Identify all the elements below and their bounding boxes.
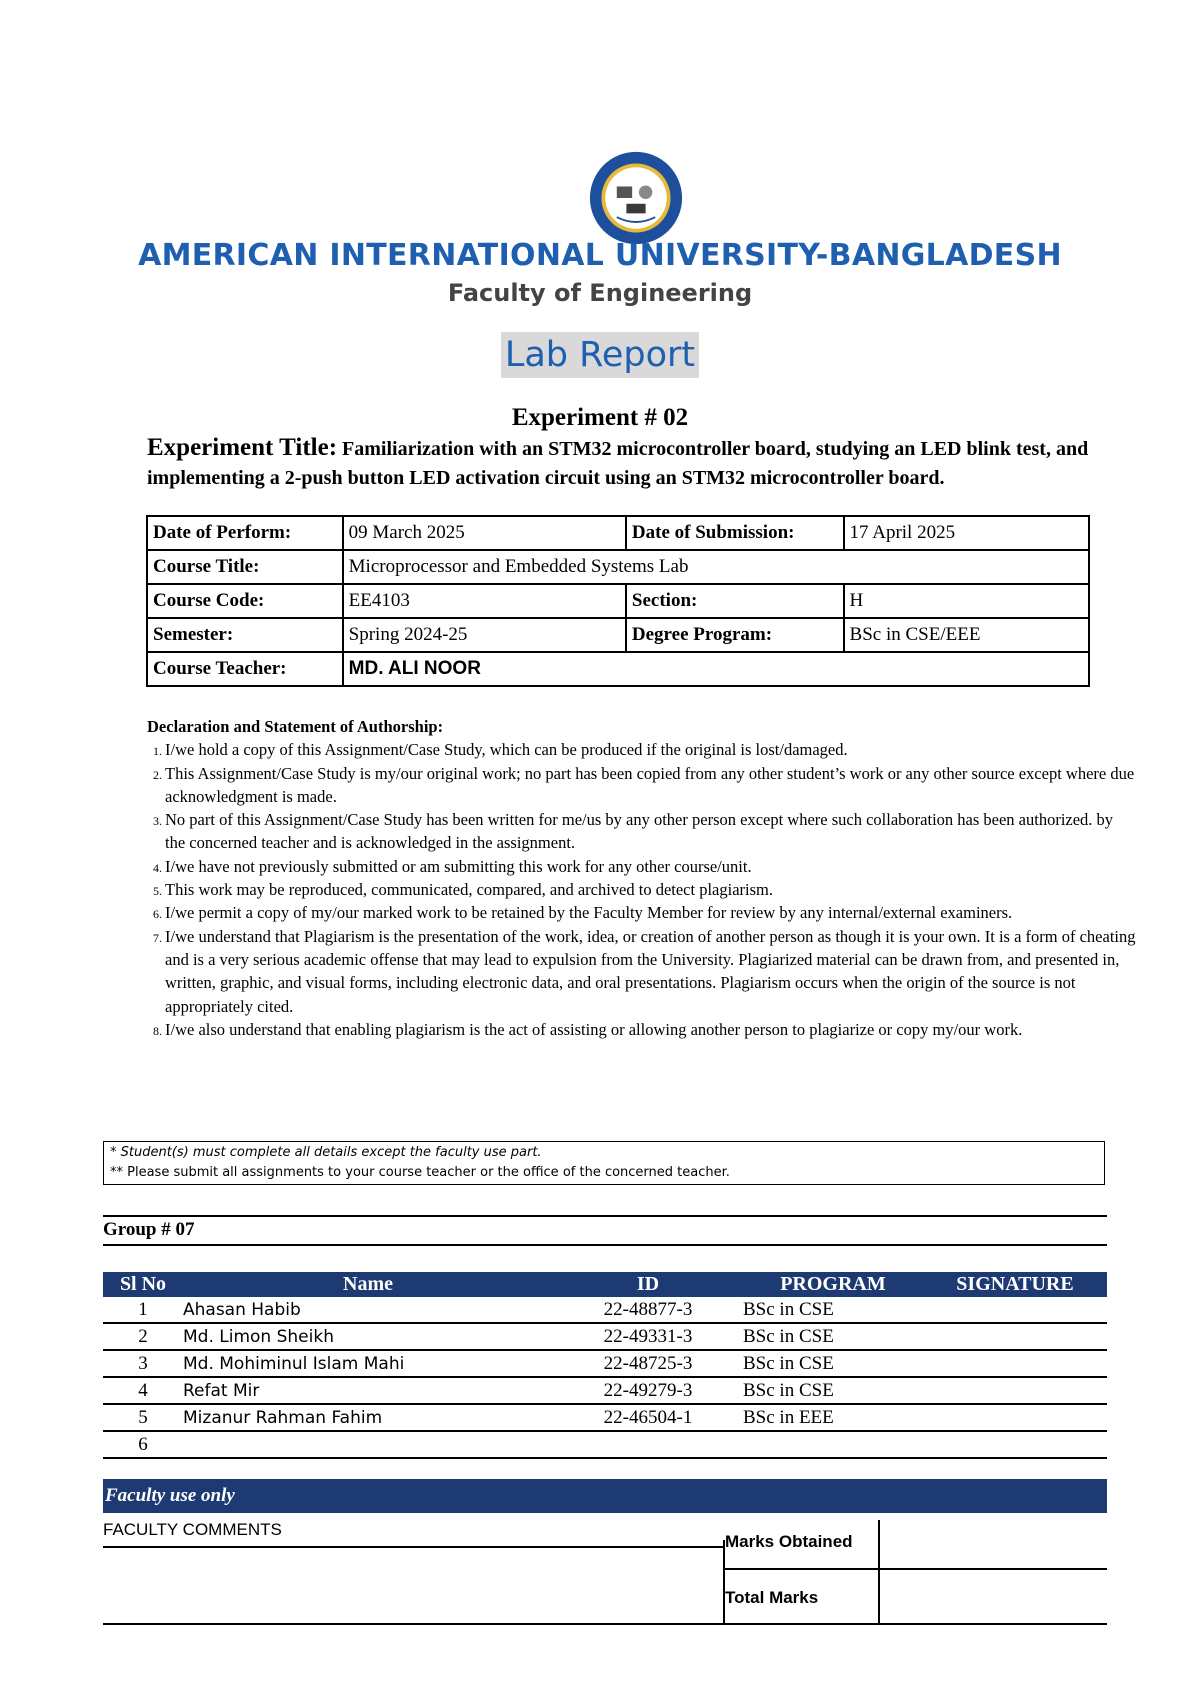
faculty-name: Faculty of Engineering <box>447 279 753 307</box>
date-row <box>147 516 1089 550</box>
member-program: BSc in CSE <box>743 1350 923 1377</box>
member-signature[interactable] <box>923 1431 1107 1458</box>
declaration-heading: Declaration and Statement of Authorship: <box>147 717 444 736</box>
member-program: BSc in CSE <box>743 1377 923 1404</box>
member-signature[interactable] <box>923 1377 1107 1404</box>
date-perform-label: Date of Perform: <box>147 516 343 550</box>
member-program: BSc in CSE <box>743 1297 923 1323</box>
semester-label: Semester: <box>147 618 343 652</box>
group-label: Group # 07 <box>103 1219 195 1240</box>
member-id: 22-48725-3 <box>553 1350 743 1377</box>
member-name: Refat Mir <box>183 1377 553 1404</box>
university-name: AMERICAN INTERNATIONAL UNIVERSITY-BANGLADESH <box>138 238 1062 273</box>
date-submission-value: 17 April 2025 <box>844 516 1089 550</box>
marks-obtained-label: Marks Obtained <box>725 1532 853 1551</box>
member-id: 22-49331-3 <box>553 1323 743 1350</box>
semester-row <box>147 618 1089 652</box>
member-signature[interactable] <box>923 1297 1107 1323</box>
member-name: Md. Mohiminul Islam Mahi <box>183 1350 553 1377</box>
member-id <box>553 1431 743 1458</box>
declaration-section <box>147 715 1137 1041</box>
course-title-row <box>147 550 1089 584</box>
experiment-number: Experiment # 02 <box>511 404 689 431</box>
member-signature[interactable] <box>923 1404 1107 1431</box>
col-program: PROGRAM <box>743 1272 923 1297</box>
university-seal-logo <box>588 150 684 246</box>
divider <box>103 1623 1107 1625</box>
divider <box>723 1568 1107 1570</box>
declaration-item: 2. This Assignment/Case Study is my/our original work; no part has been copied from any other student’s work or any other source except where due acknowledgment is made. <box>165 762 1137 809</box>
group-members-table <box>103 1272 1107 1459</box>
table-row <box>103 1377 1107 1404</box>
section-label: Section: <box>626 584 844 618</box>
member-signature[interactable] <box>923 1323 1107 1350</box>
member-id: 22-46504-1 <box>553 1404 743 1431</box>
section-value: H <box>844 584 1089 618</box>
table-row <box>103 1431 1107 1458</box>
faculty-comments-label: FACULTY COMMENTS <box>103 1520 282 1539</box>
member-program: BSc in EEE <box>743 1404 923 1431</box>
member-name: Md. Limon Sheikh <box>183 1323 553 1350</box>
member-sl: 2 <box>103 1323 183 1350</box>
teacher-value: MD. ALI NOOR <box>343 652 1089 686</box>
course-info-table <box>146 515 1090 687</box>
course-title-value: Microprocessor and Embedded Systems Lab <box>343 550 1089 584</box>
member-sl: 6 <box>103 1431 183 1458</box>
divider <box>103 1215 1107 1217</box>
member-sl: 1 <box>103 1297 183 1323</box>
teacher-label: Course Teacher: <box>147 652 343 686</box>
note-line-2: ** Please submit all assignments to your course teacher or the office of the concerned teacher. <box>110 1165 730 1180</box>
col-name: Name <box>183 1272 553 1297</box>
semester-value: Spring 2024-25 <box>343 618 626 652</box>
degree-value: BSc in CSE/EEE <box>844 618 1089 652</box>
degree-label: Degree Program: <box>626 618 844 652</box>
declaration-item: 1. I/we hold a copy of this Assignment/Case Study, which can be produced if the original is lost/damaged. <box>165 738 1137 761</box>
col-id: ID <box>553 1272 743 1297</box>
member-id: 22-49279-3 <box>553 1377 743 1404</box>
report-type-wrapper <box>0 332 1200 378</box>
member-program <box>743 1431 923 1458</box>
course-code-row <box>147 584 1089 618</box>
declaration-item: 8. I/we also understand that enabling plagiarism is the act of assisting or allowing another person to plagiarize or copy my/our work. <box>165 1018 1137 1041</box>
member-sl: 3 <box>103 1350 183 1377</box>
report-type: Lab Report <box>501 332 699 378</box>
table-row <box>103 1323 1107 1350</box>
date-submission-label: Date of Submission: <box>626 516 844 550</box>
experiment-title-label: Experiment Title: <box>147 434 338 461</box>
table-row <box>103 1350 1107 1377</box>
declaration-item: 7. I/we understand that Plagiarism is the presentation of the work, idea, or creation of another person as though it is your own. It is a form of cheating and is a very serious academic offense that may lead to expulsion from the University. Plagiarized material can be drawn from, and presented in, written, graphic, and visual forms, including electronic data, and oral presentations. Plagiarism occurs when the origin of the source is not appropriately cited. <box>165 925 1137 1018</box>
member-name: Ahasan Habib <box>183 1297 553 1323</box>
experiment-title-text: Familiarization with an STM32 microcontroller board, studying an LED blink test, and implementing a 2-push button LED activation circuit using an STM32 microcontroller board. <box>147 438 1089 489</box>
declaration-item: 5. This work may be reproduced, communicated, compared, and archived to detect plagiarism. <box>165 878 1137 901</box>
declaration-item: 6. I/we permit a copy of my/our marked work to be retained by the Faculty Member for review by any internal/external examiners. <box>165 901 1137 924</box>
col-sl: Sl No <box>103 1272 183 1297</box>
member-signature[interactable] <box>923 1350 1107 1377</box>
member-id: 22-48877-3 <box>553 1297 743 1323</box>
total-marks-label: Total Marks <box>725 1588 819 1607</box>
teacher-row <box>147 652 1089 686</box>
comments-underline <box>103 1546 723 1548</box>
divider <box>878 1520 880 1624</box>
member-sl: 5 <box>103 1404 183 1431</box>
course-title-label: Course Title: <box>147 550 343 584</box>
course-code-label: Course Code: <box>147 584 343 618</box>
faculty-use-heading: Faculty use only <box>103 1479 1107 1513</box>
member-name <box>183 1431 553 1458</box>
date-perform-value: 09 March 2025 <box>343 516 626 550</box>
note-line-1: * Student(s) must complete all details except the faculty use part. <box>110 1145 542 1160</box>
member-name: Mizanur Rahman Fahim <box>183 1404 553 1431</box>
experiment-title <box>147 433 1137 493</box>
table-row <box>103 1297 1107 1323</box>
members-header-row <box>103 1272 1107 1297</box>
table-row <box>103 1404 1107 1431</box>
declaration-item: 4. I/we have not previously submitted or am submitting this work for any other course/unit. <box>165 855 1137 878</box>
declaration-item: 3. No part of this Assignment/Case Study has been written for me/us by any other person except where such collaboration has been authorized. by the concerned teacher and is acknowledged in the assignment. <box>165 808 1137 855</box>
divider <box>723 1540 725 1624</box>
member-program: BSc in CSE <box>743 1323 923 1350</box>
member-sl: 4 <box>103 1377 183 1404</box>
col-signature: SIGNATURE <box>923 1272 1107 1297</box>
divider <box>103 1244 1107 1246</box>
course-code-value: EE4103 <box>343 584 626 618</box>
declaration-list <box>147 738 1137 1041</box>
student-notes-box <box>103 1141 1105 1185</box>
